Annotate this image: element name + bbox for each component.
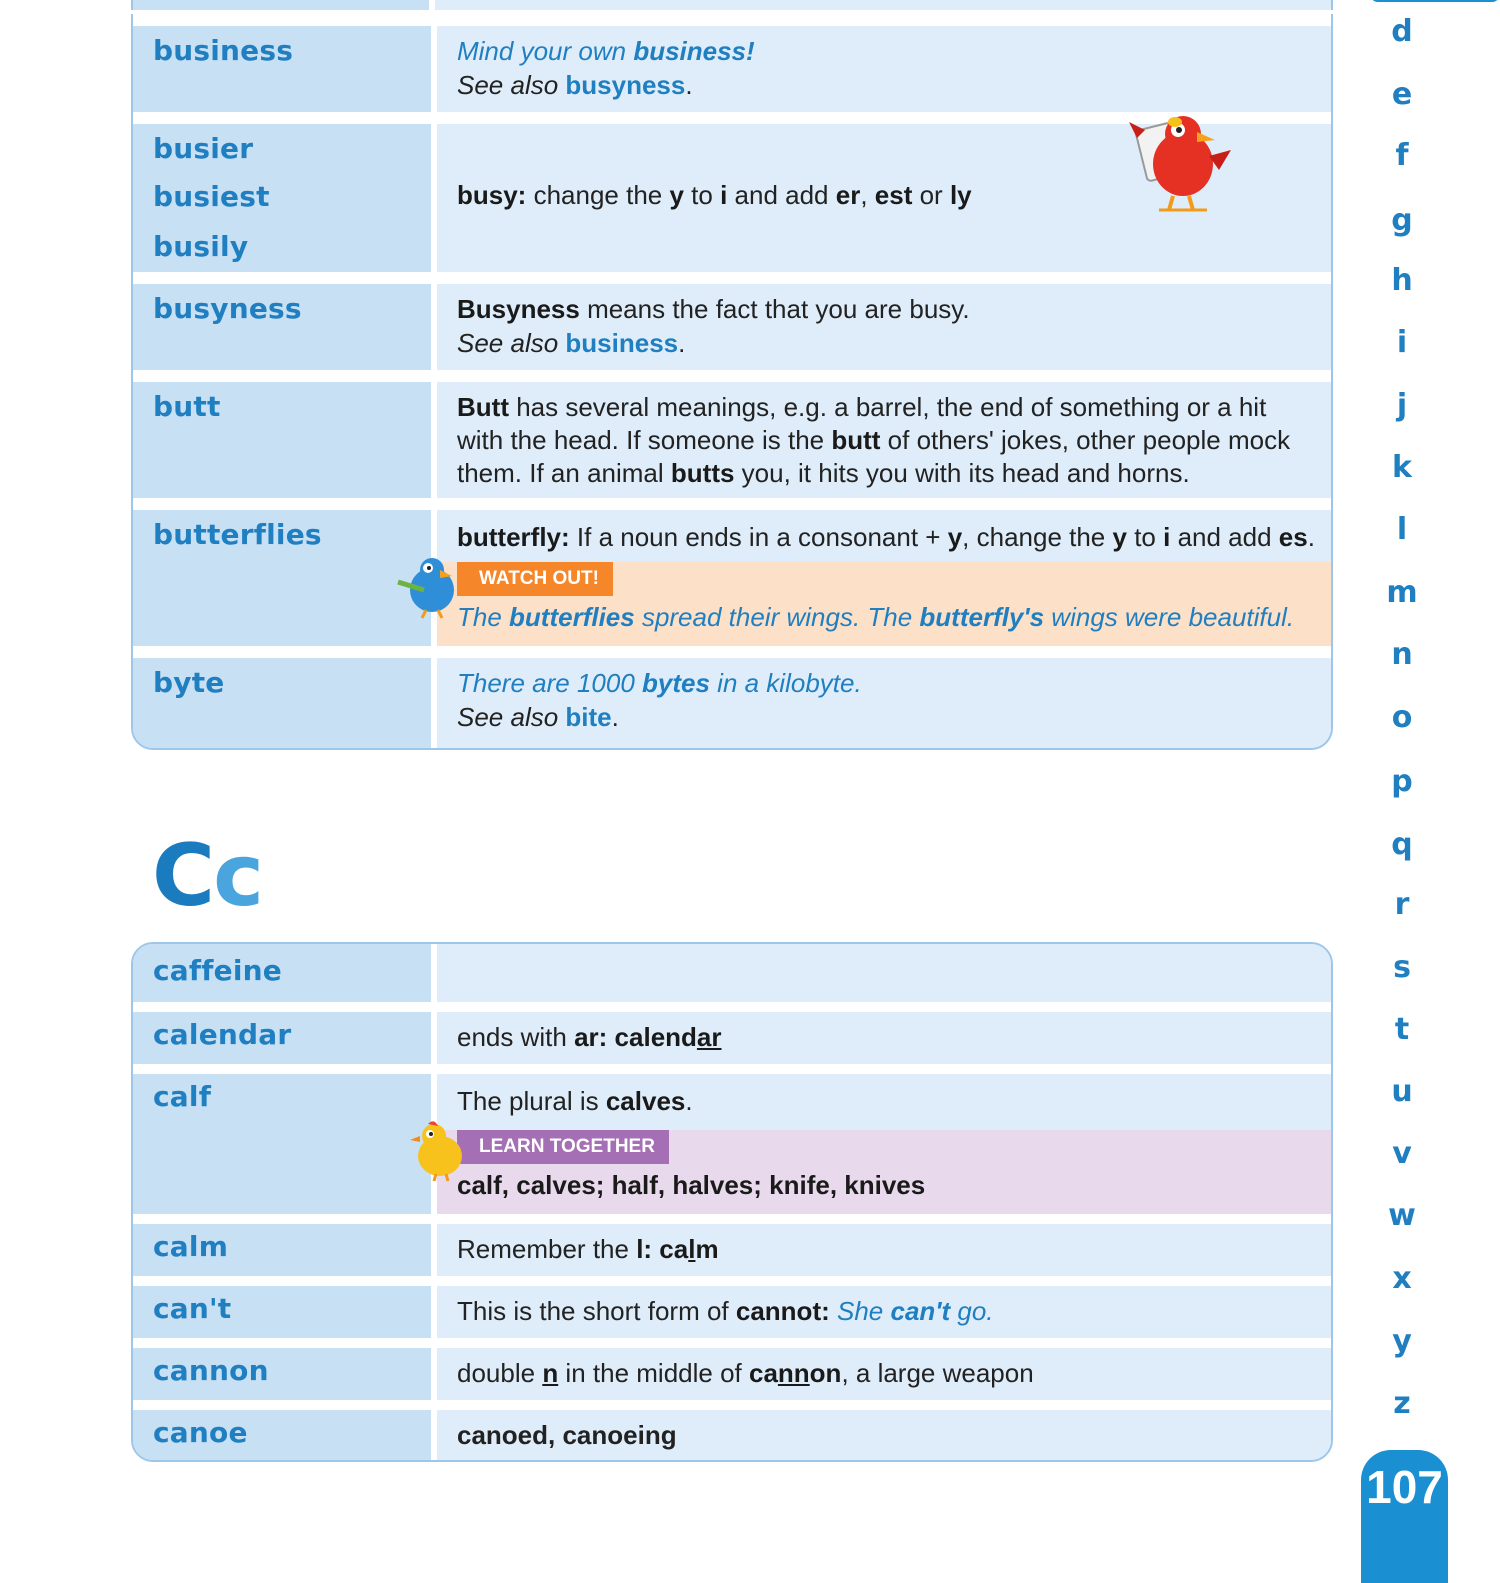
entry-business <box>133 26 1331 112</box>
entry-head <box>133 382 431 498</box>
alpha-index-letter[interactable]: f <box>1395 138 1409 173</box>
headword: calendar <box>153 1018 292 1051</box>
alpha-index-letter[interactable]: m <box>1386 575 1418 610</box>
alpha-index-letter[interactable]: l <box>1396 512 1408 547</box>
entry-body <box>437 510 1331 646</box>
entry-body <box>437 1286 1331 1338</box>
example-line: Mind your own business! <box>457 36 755 66</box>
rule-line: canoed, canoeing <box>457 1420 677 1450</box>
alpha-index-letter[interactable]: s <box>1393 950 1411 985</box>
entry-head <box>133 944 431 1002</box>
entry-head <box>133 658 431 750</box>
alpha-index-letter[interactable]: h <box>1391 263 1413 298</box>
page-number: 107 <box>1366 1461 1443 1513</box>
entry-head <box>133 1348 431 1400</box>
headword: calf <box>153 1080 212 1113</box>
headword: busily <box>153 230 249 263</box>
entry-head <box>133 1410 431 1462</box>
entry-body <box>437 1410 1331 1462</box>
alpha-index-letter[interactable]: t <box>1394 1012 1410 1047</box>
alpha-index-letter[interactable]: o <box>1391 700 1413 735</box>
rule-line: butterfly: If a noun ends in a consonant + y, change the y to i and add es. <box>457 522 1315 552</box>
entry-head <box>133 510 431 646</box>
alpha-index-letter[interactable]: p <box>1391 764 1413 799</box>
headword: butt <box>153 390 221 423</box>
entry-head <box>133 1012 431 1064</box>
entry-head <box>133 1286 431 1338</box>
headword: busyness <box>153 292 302 325</box>
headword: cannon <box>153 1354 269 1387</box>
see-also-line: See also business. <box>457 328 686 358</box>
section-heading-c: Cc <box>152 826 263 926</box>
alpha-index-letter[interactable]: i <box>1396 325 1408 360</box>
entry-body <box>437 1012 1331 1064</box>
entry-cant <box>133 1286 1331 1338</box>
headword: busier <box>153 132 254 165</box>
example-line: There are 1000 bytes in a kilobyte. <box>457 668 862 698</box>
learn-together-box <box>437 1130 1331 1214</box>
headword: butterflies <box>153 518 322 551</box>
dictionary-table-b <box>131 14 1333 750</box>
alpha-index-letter[interactable]: w <box>1388 1198 1416 1233</box>
entry-calf <box>133 1074 1331 1214</box>
rule-line: busy: change the y to i and add er, est or ly <box>457 180 972 210</box>
watch-out-box <box>437 562 1331 646</box>
entry-caffeine <box>133 944 1331 1002</box>
entry-calendar <box>133 1012 1331 1064</box>
dictionary-table-c <box>131 942 1333 1462</box>
entry-body <box>437 658 1331 750</box>
see-also-line: See also bite. <box>457 702 619 732</box>
entry-head <box>133 124 431 272</box>
alpha-index-letter[interactable]: u <box>1391 1074 1413 1109</box>
alpha-index-letter[interactable]: d <box>1391 14 1413 49</box>
alpha-index-letter[interactable]: k <box>1392 450 1412 485</box>
entry-body <box>437 1348 1331 1400</box>
entry-cannon <box>133 1348 1331 1400</box>
alpha-index-letter[interactable]: g <box>1391 203 1413 238</box>
definition-line: Butt has several meanings, e.g. a barrel, the end of something or a hit <box>457 392 1267 422</box>
entry-head <box>133 1074 431 1214</box>
headword: business <box>153 34 294 67</box>
see-also-link[interactable]: bite <box>565 702 612 732</box>
alpha-index-letter[interactable]: v <box>1392 1136 1412 1171</box>
learn-together-text: calf, calves; half, halves; knife, knives <box>457 1170 926 1200</box>
alpha-index-letter[interactable]: y <box>1392 1324 1412 1359</box>
rule-line: ends with ar: calendar <box>457 1022 722 1052</box>
see-also-link[interactable]: busyness <box>565 70 686 100</box>
headword: busiest <box>153 180 270 213</box>
entry-busier <box>133 124 1331 272</box>
entry-head <box>133 1224 431 1276</box>
headword: caffeine <box>153 954 282 987</box>
page-number-tab <box>1361 1450 1448 1583</box>
alpha-index-letter[interactable]: q <box>1391 827 1413 862</box>
entry-head <box>133 26 431 112</box>
red-bird-mascot-icon <box>1123 112 1233 216</box>
definition-line: them. If an animal butts you, it hits you with its head and horns. <box>457 458 1190 488</box>
definition-line: with the head. If someone is the butt of others' jokes, other people mock <box>457 425 1291 455</box>
entry-body <box>437 944 1331 1002</box>
alpha-index-letter[interactable]: z <box>1393 1386 1411 1421</box>
rule-line: The plural is calves. <box>457 1086 693 1116</box>
entry-byte <box>133 658 1331 750</box>
top-cut-text <box>455 0 851 1</box>
alpha-index-letter[interactable]: e <box>1391 77 1413 112</box>
rule-line: double n in the middle of cannon, a large weapon <box>457 1358 1034 1388</box>
watch-out-label: WATCH OUT! <box>457 562 613 596</box>
entry-calm <box>133 1224 1331 1276</box>
rule-line: Remember the l: calm <box>457 1234 719 1264</box>
rule-line: This is the short form of cannot: She can't go. <box>457 1296 994 1326</box>
headword: byte <box>153 666 225 699</box>
headword: canoe <box>153 1416 248 1449</box>
blue-bird-mascot-icon <box>394 556 466 620</box>
headword: calm <box>153 1230 229 1263</box>
yellow-chick-mascot-icon <box>408 1118 472 1182</box>
watch-out-text: The butterflies spread their wings. The butterfly's wings were beautiful. <box>457 602 1295 632</box>
top-tab-edge <box>1370 0 1500 2</box>
entry-body <box>437 1074 1331 1214</box>
alpha-index-letter[interactable]: x <box>1392 1261 1412 1296</box>
definition-line: Busyness means the fact that you are busy. <box>457 294 970 324</box>
alpha-index-letter[interactable]: r <box>1394 887 1410 922</box>
headword: can't <box>153 1292 232 1325</box>
entry-busyness <box>133 284 1331 370</box>
entry-head <box>133 284 431 370</box>
alpha-index-letter[interactable]: j <box>1396 388 1408 423</box>
entry-body <box>437 1224 1331 1276</box>
entry-body <box>437 284 1331 370</box>
see-also-link[interactable]: business <box>565 328 679 358</box>
see-also-line: See also busyness. <box>457 70 693 100</box>
entry-canoe <box>133 1410 1331 1462</box>
entry-butt <box>133 382 1331 498</box>
alpha-index-letter[interactable]: n <box>1391 637 1413 672</box>
entry-body <box>437 124 1331 272</box>
entry-butterflies <box>133 510 1331 646</box>
entry-body <box>437 382 1331 498</box>
entry-body <box>437 26 1331 112</box>
learn-together-label: LEARN TOGETHER <box>457 1130 669 1164</box>
